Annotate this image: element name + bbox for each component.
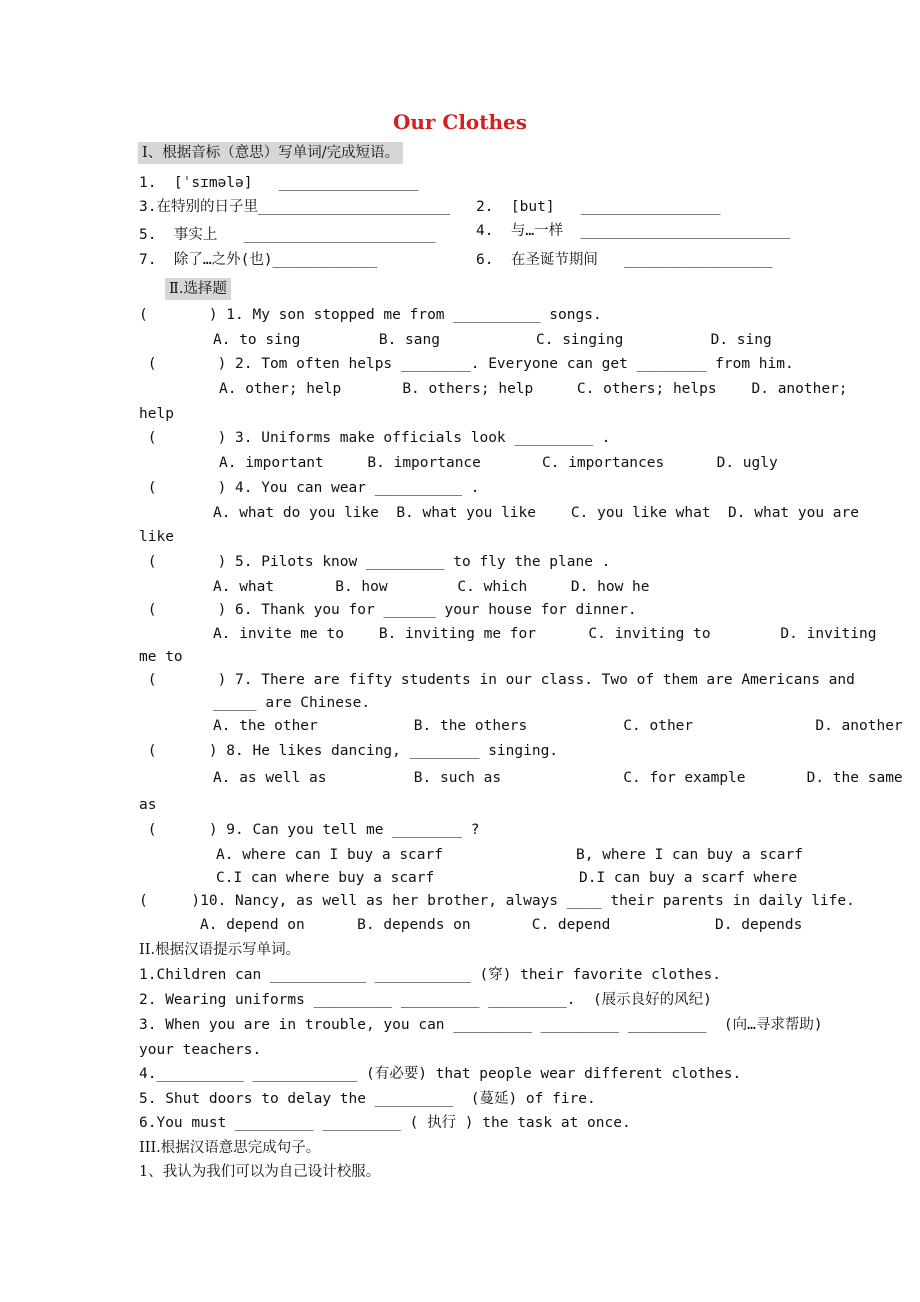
options-line: A. depend on B. depends on C. depend D. depends <box>200 917 803 933</box>
question-line: _____ are Chinese. <box>213 695 371 711</box>
options-line: A. to sing B. sang C. singing D. sing <box>213 332 772 348</box>
options-line: A. as well as B. such as C. for example D. the same <box>213 770 903 786</box>
fill-line: 5. Shut doors to delay the _________ (蔓延) of fire. <box>139 1091 596 1107</box>
question-line: ( ) 4. You can wear __________ . <box>139 480 480 496</box>
question-line: ( ) 2. Tom often helps ________. Everyone can get ________ from him. <box>139 356 794 372</box>
options-line: as <box>139 797 157 813</box>
question-line: ( ) 1. My son stopped me from __________ songs. <box>139 307 602 323</box>
vocab-item-7: 7. 除了…之外(也)____________ <box>139 252 378 268</box>
section-3-heading: II.根据汉语提示写单词。 <box>139 942 301 958</box>
options-line: me to <box>139 649 183 665</box>
question-line: ( ) 3. Uniforms make officials look _________ . <box>139 430 611 446</box>
options-line: like <box>139 529 174 545</box>
options-line: C.I can where buy a scarf <box>216 870 435 886</box>
options-line: A. important B. importance C. importances D. ugly <box>219 455 778 471</box>
fill-line: 6.You must _________ _________ ( 执行 ) the task at once. <box>139 1115 631 1131</box>
options-line: help <box>139 406 174 422</box>
section-2-heading: Ⅱ.选择题 <box>165 278 231 300</box>
vocab-item-4: 4. 与…一样 ________________________ <box>476 223 791 239</box>
question-line: ( )10. Nancy, as well as her brother, always ____ their parents in daily life. <box>139 893 855 909</box>
fill-line: 1.Children can ___________ ___________ (穿) their favorite clothes. <box>139 967 721 983</box>
fill-line: 4.__________ ____________ (有必要) that people wear different clothes. <box>139 1066 742 1082</box>
section-4-heading: III.根据汉语意思完成句子。 <box>139 1140 321 1156</box>
question-line: ( ) 7. There are fifty students in our class. Two of them are Americans and <box>139 672 855 688</box>
question-line: ( ) 5. Pilots know _________ to fly the plane . <box>139 554 611 570</box>
options-line: A. where can I buy a scarf <box>216 847 443 863</box>
page-title: Our Clothes <box>392 110 528 134</box>
options-line: A. invite me to B. inviting me for C. inviting to D. inviting <box>213 626 877 642</box>
section-1-heading: Ⅰ、根据音标（意思）写单词/完成短语。 <box>138 142 403 164</box>
options-line: A. what do you like B. what you like C. you like what D. what you are <box>213 505 860 521</box>
question-line: ( ) 9. Can you tell me ________ ? <box>139 822 480 838</box>
options-line: D.I can buy a scarf where <box>579 870 798 886</box>
vocab-item-3: 3.在特别的日子里______________________ <box>139 199 451 215</box>
fill-line: 3. When you are in trouble, you can _________ _________ _________ (向…寻求帮助) <box>139 1017 823 1033</box>
vocab-item-1: 1. [ˈsɪmələ] ________________ <box>139 175 419 191</box>
options-line: A. the other B. the others C. other D. another <box>213 718 903 734</box>
question-line: ( ) 8. He likes dancing, ________ singing. <box>139 743 559 759</box>
fill-line: 2. Wearing uniforms _________ _________ _________. (展示良好的风纪) <box>139 992 712 1008</box>
options-line: A. what B. how C. which D. how he <box>213 579 650 595</box>
vocab-item-2: 2. [but] ________________ <box>476 199 721 215</box>
options-line: A. other; help B. others; help C. others; helps D. another; <box>219 381 848 397</box>
fill-line: your teachers. <box>139 1042 262 1058</box>
question-line: ( ) 6. Thank you for ______ your house for dinner. <box>139 602 637 618</box>
translation-line: 1、我认为我们可以为自己设计校服。 <box>139 1164 381 1180</box>
vocab-item-5: 5. 事实上 ______________________ <box>139 227 436 243</box>
vocab-item-6: 6. 在圣诞节期间 _________________ <box>476 252 773 268</box>
options-line: B, where I can buy a scarf <box>576 847 803 863</box>
